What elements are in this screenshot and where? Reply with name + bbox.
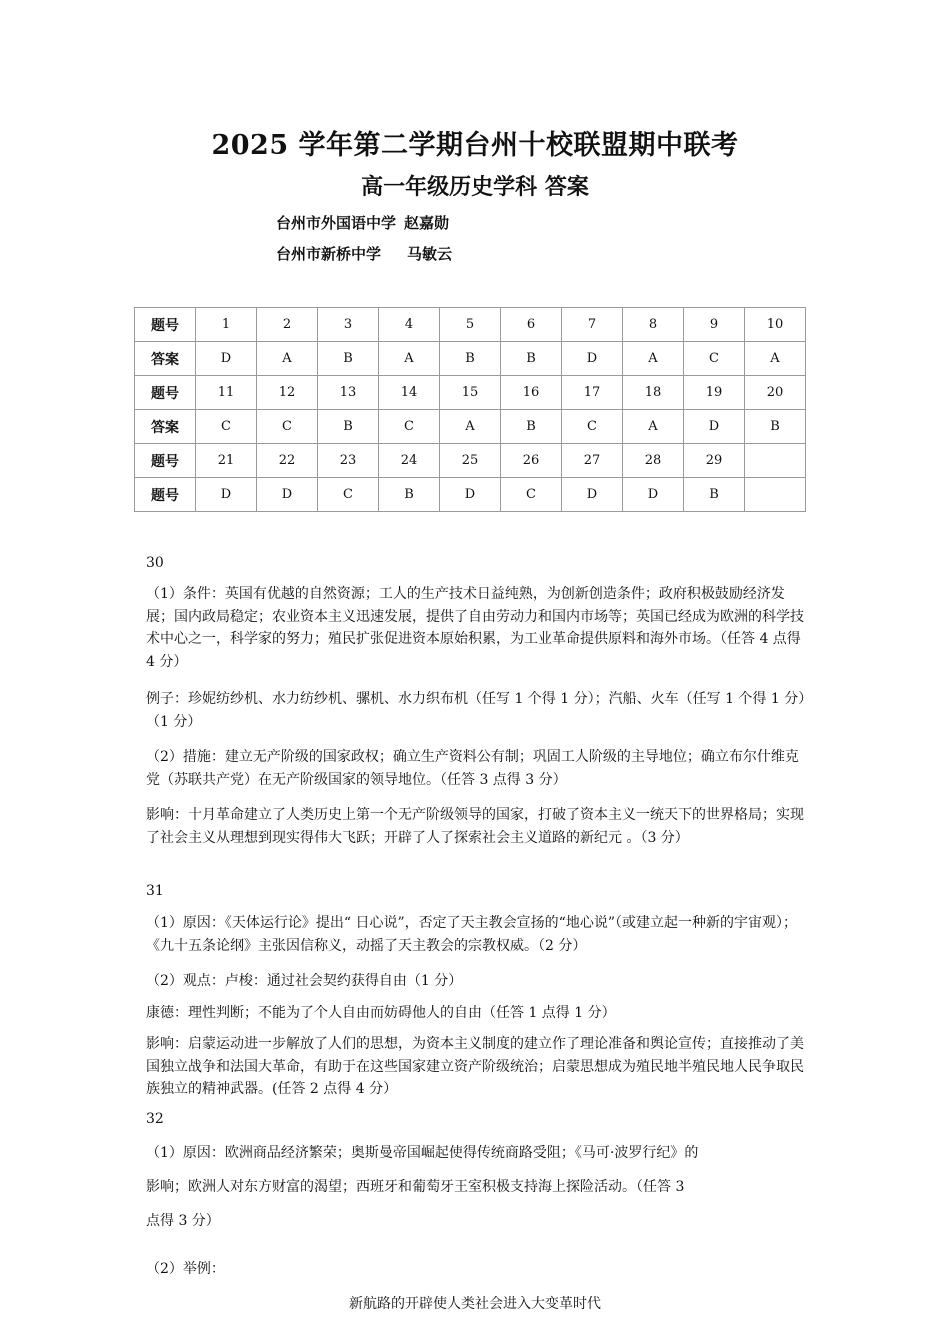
table-cell: D (440, 478, 501, 512)
row-label: 题号 (135, 308, 196, 342)
table-cell: C (684, 342, 745, 376)
table-cell: 17 (562, 376, 623, 410)
table-cell (745, 478, 806, 512)
table-row (135, 376, 806, 410)
table-cell: B (501, 410, 562, 444)
table-row (135, 342, 806, 376)
table-cell: D (562, 478, 623, 512)
table-cell: B (440, 342, 501, 376)
table-cell: D (196, 478, 257, 512)
author-name: 赵嘉勋 (404, 214, 450, 232)
table-cell: C (562, 410, 623, 444)
row-label: 答案 (135, 410, 196, 444)
table-cell: A (440, 410, 501, 444)
author-school: 台州市新桥中学 (276, 245, 382, 263)
row-label: 题号 (135, 444, 196, 478)
table-cell: 6 (501, 308, 562, 342)
table-cell (745, 444, 806, 478)
table-cell: 26 (501, 444, 562, 478)
table-cell: 12 (257, 376, 318, 410)
author-school: 台州市外国语中学 (276, 214, 397, 232)
table-cell: B (745, 410, 806, 444)
q32-paragraph-2: （2）举例： (146, 1261, 225, 1277)
table-row (135, 308, 806, 342)
table-cell: C (501, 478, 562, 512)
table-cell: D (257, 478, 318, 512)
table-cell: C (196, 410, 257, 444)
table-cell: 11 (196, 376, 257, 410)
q32-paragraph-1-line-1: （1）原因：欧洲商品经济繁荣；奥斯曼帝国崛起使得传统商路受阻；《马可·波罗行纪》的 (146, 1145, 699, 1161)
table-row (135, 410, 806, 444)
table-cell: B (379, 478, 440, 512)
table-cell: 14 (379, 376, 440, 410)
table-row (135, 478, 806, 512)
table-cell: D (562, 342, 623, 376)
page-subtitle: 高一年级历史学科 答案 (361, 174, 589, 200)
table-cell: 22 (257, 444, 318, 478)
author-line-2 (276, 243, 452, 264)
q32-paragraph-1-line-3: 点得 3 分） (146, 1213, 220, 1229)
table-cell: 16 (501, 376, 562, 410)
table-cell: 27 (562, 444, 623, 478)
question-number: 30 (146, 555, 164, 571)
table-cell: A (257, 342, 318, 376)
table-cell: 19 (684, 376, 745, 410)
table-cell: C (379, 410, 440, 444)
answer-table (134, 307, 806, 512)
table-cell: 2 (257, 308, 318, 342)
table-row (135, 444, 806, 478)
q31-paragraph-4: 影响：启蒙运动进一步解放了人们的思想，为资本主义制度的建立作了理论准备和舆论宣传；直接推动了美国独立战争和法国大革命，有助于在这些国家建立资产阶级统治；启蒙思想成为殖民地半殖民地人民争取民族独立的精神武器。(任答 2 点得 4 分） (146, 1036, 804, 1097)
q31-paragraph-1: （1）原因：《天体运行论》提出“ 日心说”，否定了天主教会宣扬的“地心说”（或建立起一种新的宇宙观）；《九十五条论纲》主张因信称义，动摇了天主教会的宗教权威。（2 分） (146, 915, 797, 954)
q30-paragraph-3: （2）措施：建立无产阶级的国家政权；确立生产资料公有制；巩固工人阶级的主导地位；确立布尔什维克党（苏联共产党）在无产阶级国家的领导地位。（任答 3 点得 3 分） (146, 749, 799, 788)
table-cell: B (318, 342, 379, 376)
table-cell: 15 (440, 376, 501, 410)
table-cell: C (257, 410, 318, 444)
table-cell: 28 (623, 444, 684, 478)
table-cell: 20 (745, 376, 806, 410)
q31-paragraph-2: （2）观点：卢梭：通过社会契约获得自由（1 分） (146, 973, 463, 989)
q30-paragraph-4: 影响：十月革命建立了人类历史上第一个无产阶级领导的国家，打破了资本主义一统天下的世界格局；实现了社会主义从理想到现实得伟大飞跃；开辟了人了探索社会主义道路的新纪元 。（3 分） (146, 807, 804, 846)
q30-paragraph-1: （1）条件：英国有优越的自然资源；工人的生产技术日益纯熟，为创新创造条件；政府积极鼓励经济发展；国内政局稳定；农业资本主义迅速发展，提供了自由劳动力和国内市场等；英国已经成为欧洲的科学技术中心之一，科学家的努力；殖民扩张促进资本原始积累，为工业革命提供原料和海外市场。（任答 4 点得 4 分） (146, 586, 804, 670)
table-cell: A (745, 342, 806, 376)
author-line-1 (276, 212, 449, 233)
table-cell: A (623, 342, 684, 376)
table-cell: B (501, 342, 562, 376)
table-cell: C (318, 478, 379, 512)
q30-paragraph-2: 例子：珍妮纺纱机、水力纺纱机、骡机、水力织布机（任写 1 个得 1 分）；汽船、火车（任写 1 个得 1 分）（1 分） (146, 691, 806, 730)
center-caption: 新航路的开辟使人类社会进入大变革时代 (349, 1296, 601, 1312)
table-cell: 3 (318, 308, 379, 342)
table-cell: 1 (196, 308, 257, 342)
table-cell: 25 (440, 444, 501, 478)
table-cell: 13 (318, 376, 379, 410)
table-cell: D (196, 342, 257, 376)
row-label: 答案 (135, 342, 196, 376)
q32-paragraph-1-line-2: 影响；欧洲人对东方财富的渴望；西班牙和葡萄牙王室积极支持海上探险活动。（任答 3 (146, 1179, 685, 1195)
table-cell: 7 (562, 308, 623, 342)
table-cell: D (623, 478, 684, 512)
table-cell: B (318, 410, 379, 444)
table-cell: 24 (379, 444, 440, 478)
table-cell: 10 (745, 308, 806, 342)
question-number: 31 (146, 883, 164, 899)
table-cell: 8 (623, 308, 684, 342)
table-cell: B (684, 478, 745, 512)
table-cell: A (379, 342, 440, 376)
table-cell: 5 (440, 308, 501, 342)
table-cell: D (684, 410, 745, 444)
row-label: 题号 (135, 376, 196, 410)
question-number: 32 (146, 1111, 164, 1127)
table-cell: 21 (196, 444, 257, 478)
table-cell: 4 (379, 308, 440, 342)
table-cell: 18 (623, 376, 684, 410)
row-label: 题号 (135, 478, 196, 512)
table-cell: 23 (318, 444, 379, 478)
q31-paragraph-3: 康德：理性判断；不能为了个人自由而妨碍他人的自由（任答 1 点得 1 分） (146, 1005, 616, 1021)
page-title: 2025 学年第二学期台州十校联盟期中联考 (211, 130, 739, 161)
table-cell: 29 (684, 444, 745, 478)
author-name: 马敏云 (407, 245, 453, 263)
table-cell: A (623, 410, 684, 444)
table-cell: 9 (684, 308, 745, 342)
